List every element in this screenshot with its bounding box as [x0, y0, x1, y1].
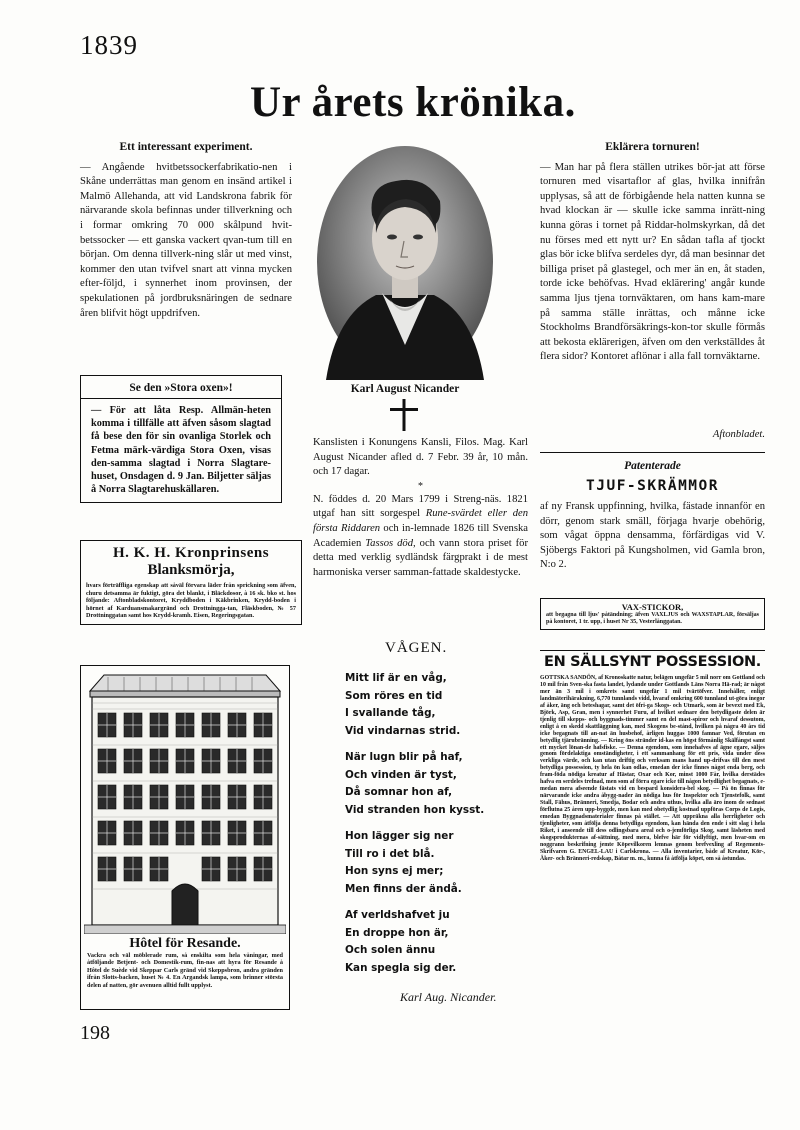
- poem-line: Vid stranden hon kysst.: [345, 803, 485, 816]
- poem-stanza: [345, 749, 545, 819]
- poem-line: Som röres en tid: [345, 689, 443, 702]
- ad-vax-body: att begagna till ljus' påtändning; äfven VAXLJUS och WAXSTAPLAR, försäljas på kontoret, 1 tr. upp, i huset Nr 35, Vesterlånggatan.: [546, 612, 759, 625]
- poem-line: En droppe hon är,: [345, 926, 449, 939]
- ad-blanksmorja-heading-2: Blanksmörja,: [147, 562, 235, 578]
- poem-line: När lugn blir på haf,: [345, 751, 463, 763]
- poem-line: Och vinden är tyst,: [345, 768, 457, 781]
- poem-line: Hon lägger sig ner: [345, 830, 454, 842]
- poem-body: [345, 670, 545, 986]
- page-number: 198: [80, 1022, 110, 1044]
- ad-box-hotel: [80, 665, 290, 1010]
- obituary-bio-title-2: Tassos död,: [365, 537, 416, 549]
- portrait-caption: Karl August Nicander: [350, 383, 460, 395]
- ad-box-oxen: [80, 375, 282, 503]
- article-experiment-heading: Ett interessant experiment.: [119, 141, 253, 153]
- poem-line: Mitt lif är en våg,: [345, 672, 447, 684]
- article-experiment-body: — Angående hvitbetssockerfabrikatio-nen i Skåne underrättas man genom en insänd artikel i Malmö Allehanda, att vid Landskrona fabrik för närvarande skola befinnas under tillverkning och i formar omkring 70 000 skålpund hvit-betssocker — ett ganska vackert qvan-tum till en början. Om denna tillverk-ning slår ut med vinst, kommer den utan tvifvel snart att vinna mycken efter-följd, i synnerhet inom provinsen, der spekulationen på jordbruksnäringen de sednare åren blifvit högt uppdrifven.: [80, 161, 292, 319]
- article-experiment: [80, 140, 292, 321]
- ad-patent-body: af ny Fransk uppfinning, hvilka, fästade innanför en dörr, genom stark smäll, förjaga hvarje obehörig, som vågat öppna densamma, förfärdigas vid V. Sjöbergs Faktori på Kungsholmen, vid Gamla bron, N:o 2.: [540, 501, 765, 571]
- poem-line: Då somnar hon af,: [345, 786, 453, 798]
- cross-icon: [384, 398, 424, 432]
- poem-line: Kan spegla sig der.: [345, 961, 457, 974]
- divider: [540, 452, 765, 453]
- portrait-nicander: [316, 145, 494, 380]
- article-tornuren-heading: Eklärera tornuren!: [605, 141, 700, 153]
- ad-box-blanksmorja: [80, 540, 302, 625]
- poem-line: Och solen ännu: [345, 944, 436, 956]
- ad-blanksmorja-heading-1: H. K. H. Kronprinsens: [112, 545, 270, 561]
- article-tornuren-source: Aftonbladet.: [712, 429, 765, 440]
- poem-stanza: [345, 670, 545, 740]
- obituary-bio-part-2: och in-lemnade 1826 till Svenska Academien: [313, 522, 528, 549]
- ad-vax-heading: VAX-STICKOR,: [621, 602, 684, 612]
- ad-box-vax-stickor: [540, 598, 765, 630]
- obituary-bio-part-3: och vann stora priset för detta med verklig sydländsk färgprakt i de mest harmoniska verser samman-fattade skaldestycke.: [313, 537, 528, 578]
- poem-signature: Karl Aug. Nicander.: [400, 990, 497, 1004]
- obituary-biography: [313, 493, 528, 581]
- ad-patent-title: TJUF-SKRÄMMOR: [586, 478, 719, 494]
- poem-line: I svallande tåg,: [345, 707, 436, 719]
- ad-hotel-body: Vackra och väl möblerade rum, så enskilta som hela våningar, med åtföljande Betjent- och Domestik-rum, fin-nas att hyra för Resande å Hôtel de Suède vid Skeppar Carls gränd vid Skeppsbron, andra gränden ifrån Slotts-backen, huset № 4. En Argandsk lampa, som brinner största delen af natten, gör avenuen alltid fullt upplyst.: [87, 952, 283, 989]
- poem-line: Af verldshafvet ju: [345, 909, 450, 921]
- ad-oxen-rule: [81, 398, 281, 399]
- article-tornuren: [540, 140, 765, 365]
- poem-stanza: [345, 907, 545, 977]
- obituary-bio-title-1: Rune-svärdet eller den första Riddaren: [313, 508, 528, 534]
- obituary: [313, 436, 528, 580]
- obituary-separator: *: [418, 480, 423, 492]
- ad-blanksmorja-body: hvars förträffliga egenskap att såväl förvara läder från sprickning som äfven, churu detsamma är fuktigt, göra det blankt, i Bläckdosor, à 16 sk. bko st. hos följande: Aftonbladskontoret, Kryddboden i Käkbrinken, Krydd-boden i hörnet af Karduansmakargränd och Drottningga-tan, Fläskboden, № 57 Drottninggatan samt hos Krydd-kramh. Eisen, Regeringsgatan.: [86, 582, 296, 620]
- ad-patent-kicker: Patenterade: [624, 460, 681, 472]
- obituary-bio-part-1: N. föddes d. 20 Mars 1799 i Streng-näs. 1821 utgaf han sitt sorgespel: [313, 493, 528, 520]
- poem-stanza: [345, 828, 545, 898]
- poem-line: Hon syns ej mer;: [345, 865, 444, 877]
- poem-line: Men finns der ändå.: [345, 882, 462, 895]
- poem-line: Vid vindarnas strid.: [345, 724, 461, 737]
- poem-title: VÅGEN.: [385, 640, 448, 656]
- article-tornuren-body: — Man har på flera ställen utrikes bör-jat att förse tornuren med visartaflor af glas, hvilka innifrån upplysas, så att de förbigående hela natten kunna se hvad klockan är — skulle icke samma inrätt-ning kunna göras i tornet på Riddar-holmskyrkan, då det nu förses med ett nytt ur? En sådan tafla af tjockt glas bör icke blifva serdeles dyr, då man besinnar det billiga priset på glastegel, och mer än en, åt staden, torde icke behöfvas. Hvad eklärering' angår kunde samma ljus tjena tornväktaren, om hans kam-mare på samma ställe inrättas, och månne icke Stockholms Brandförsäkrings-kon-tor skulle förmås att bekosta eklärerigen, äfven om den verkställdes åt flera sidor? Kontoret aflönar i alla fall tornväktarne.: [540, 161, 765, 363]
- hotel-engraving: [84, 669, 286, 934]
- ad-possession-body: GOTTSKA SANDÖN, af Kronoskatte natur, belägen ungefär 5 mil norr om Gottland och 10 mil från Sven-ska fasta landet, lydande under Gottlands Läns Norra Hä-rad; är något mer än 3 mil i omkrets samt ungefär 1 mil tvärtöfver. Innehåller, enligt landmäterihärakning, 6,770 tunnlands vidd, hvaraf omkring 600 tunnland ut-göra inegor af åker, äng och beteshagar, samt det öfri-ga Skogs- och Utmark, som är bevext med Ek, Björk, Asp, Gran, men i synnerhet Furu, af hvilket sednare den betydligaste delen är tjenlig till skepps- och byggnads-timmer samt en del mast-spiror och hvaraf dessutom, enligt å en skedd skattläggning kan, med Skogens be-stånd, hvilken på några 40 års tid icke begagnats till an-nat än husbehof, årligen huggas 1000 famnar Ved, förutan en betydlig tjärubränning. — Kring öns stränder id-kas en högst förmånlig Skälfångst samt ett mycket lönan-de hafsfiske. — Denna egendom, som innehafves af ägne egare, säljes genom fördelaktiga omständigheter, i ett sammanhang för ett pris, vida under dess verkliga värde, och kan utan driftig och verksam mans hand up-drifvas till den mest betydliga possession, ty hela ön kan odlas, emedan der icke finnes något enda berg, och fram-föda nödiga kreatur af Hästar, Oxar och Kor, minst 1000 Får, hvilka derstädes hafva en serdeles trefnad, men som af förra egare icke till någon betydlighet begagnats, e-medan mera afseende fästats vid en bespard konsidera-bel skog. — På ön finnas för närvarande icke andra åbygg-nader än nödiga hus för Inspektor och Tjenstefolk, samt Stall, Fähus, Bränneri, Smedja, Bodar och andra uthus, hvilka alla äro inom de sednast förflutna 25 åren upp-byggde, men kan med obetydlig kostnad uppföras Corps de Logis, emedan Byggnadsmaterialer finnas på stället. — Att uppräkna alla herrligheter och tjenligheter, som åtfölja denna betydliga egendom, kan hända den ende i sitt slag i hela Riket, i anseende till dess odlingsbara areal och o-jemförliga Skog, samt läsheten med skogsprodukternas af-sättning, med mera, blefve här för vidlyftigt, men hvar-om en noggrann beskrifning jemte Köpevilkoren lemnas genom brefvexling af Regements-Skrifvaren G. ENGEL-LAU i Carlskrona. — Alla inventarier, både af Kreatur, Kör-, Åker- och Bränneri-redskap, Båtar m. m., kunna få åtfölja köpet, om så åstundas.: [540, 675, 765, 862]
- year-heading: 1839: [80, 30, 138, 60]
- obituary-notice: Kanslisten i Konungens Kansli, Filos. Mag. Karl August Nicander afled d. 7 Febr. 39 år, 10 mån. och 17 dagar.: [313, 437, 528, 478]
- ad-possession-heading: EN SÄLLSYNT POSSESSION.: [543, 654, 762, 670]
- poem-line: Till ro i det blå.: [345, 847, 435, 860]
- page-title: Ur årets krönika.: [250, 79, 576, 126]
- ad-oxen-heading: Se den »Stora oxen»!: [129, 382, 233, 394]
- ad-hotel-heading: Hôtel för Resande.: [129, 936, 241, 951]
- divider: [540, 650, 765, 651]
- ad-oxen-body: — För att låta Resp. Allmän-heten komma i tillfälle att äfven såsom slagtad få bese den för sin ovanliga Storlek och Fetma märk-värdiga Stora Oxen, visas den-samma slagtad i Norra Slagtare-huset, Onsdagen d. 9 Jan. Biljetter säljas å Norra Slagtarehuskällaren.: [91, 405, 271, 496]
